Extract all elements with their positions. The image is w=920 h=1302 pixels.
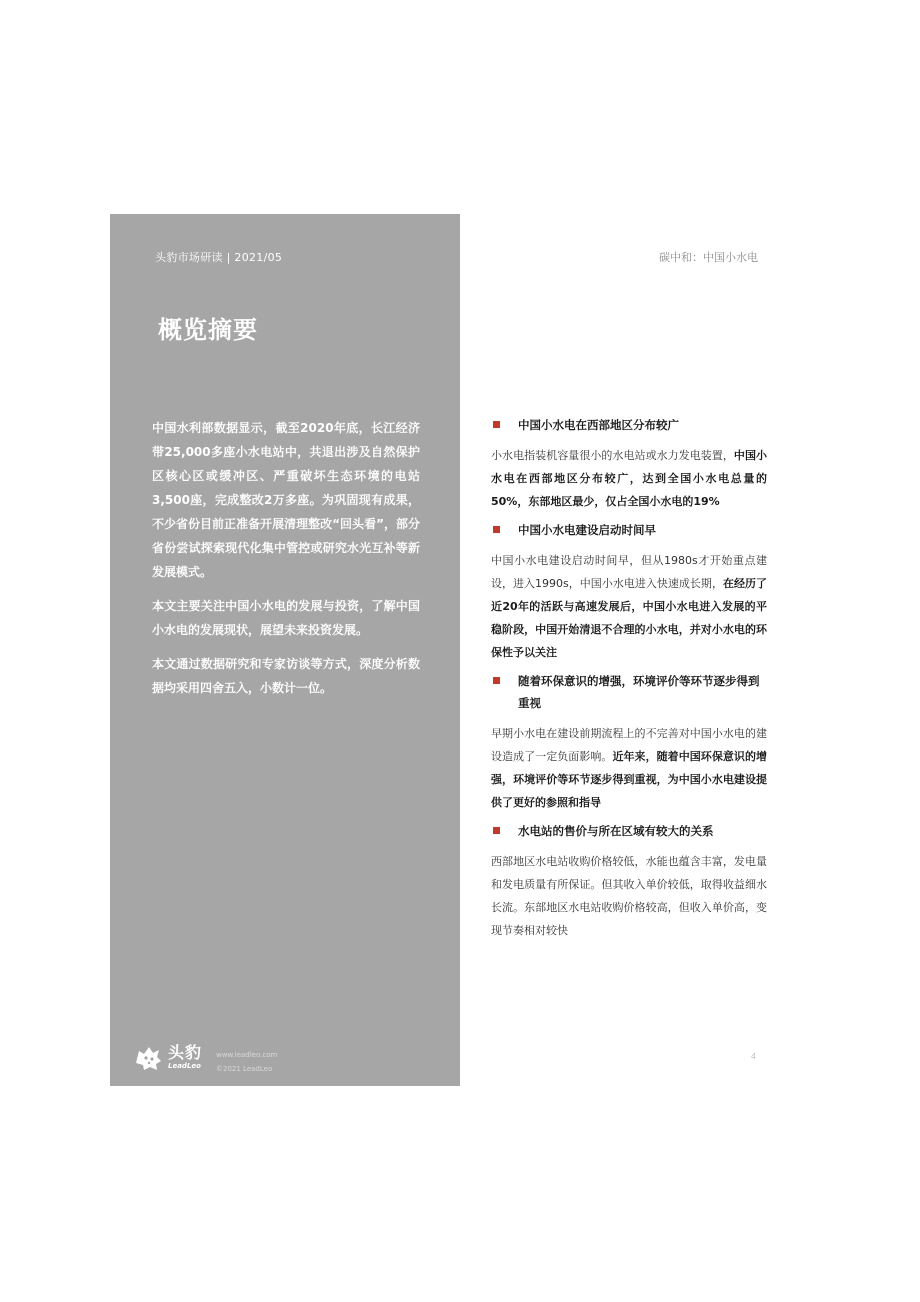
section-heading-text: 中国小水电建设启动时间早 <box>518 523 656 537</box>
summary-text <box>152 416 420 710</box>
leopard-head-icon <box>132 1041 164 1073</box>
section-text: 早期小水电在建设前期流程上的不完善对中国小水电的建设造成了一定负面影响。 <box>491 727 767 763</box>
summary-paragraph: 本文通过数据研究和专家访谈等方式，深度分析数据均采用四舍五入，小数计一位。 <box>152 657 420 695</box>
report-source-label: 头豹市场研读 | 2021/05 <box>155 251 283 264</box>
website-link[interactable]: www.leadleo.com <box>216 1051 278 1059</box>
logo-name-en: LeadLeo <box>168 1061 201 1070</box>
section-heading <box>491 820 767 842</box>
key-findings <box>491 414 767 948</box>
logo-name-cn: 头豹 <box>168 1042 203 1062</box>
section-text: 小水电指装机容量很小的水电站或水力发电装置， <box>491 449 734 462</box>
page-title: 概览摘要 <box>158 316 258 344</box>
copyright-text: ©2021 LeadLeo <box>216 1065 273 1073</box>
section-paragraph <box>491 549 767 664</box>
section-heading-text: 水电站的售价与所在区域有较大的关系 <box>518 824 714 838</box>
square-bullet-icon <box>493 827 500 834</box>
section-heading-text: 中国小水电在西部地区分布较广 <box>518 418 679 432</box>
section-paragraph <box>491 444 767 513</box>
section-text: 西部地区水电站收购价格较低，水能也蕴含丰富，发电量和发电质量有所保证。但其收入单价较低，取得收益细水长流。东部地区水电站收购价格较高，但收入单价高，变现节奏相对较快 <box>491 855 767 937</box>
section-heading-text: 随着环保意识的增强，环境评价等环节逐步得到重视 <box>518 674 760 710</box>
section-heading <box>491 519 767 541</box>
section-highlight: 在经历了近20年的活跃与高速发展后，中国小水电进入发展的平稳阶段，中国开始清退不合理的小水电，并对小水电的环保性予以关注 <box>491 577 767 659</box>
logo-text <box>168 1044 202 1071</box>
section-highlight: 近年来，随着中国环保意识的增强，环境评价等环节逐步得到重视，为中国小水电建设提供了更好的参照和指导 <box>491 750 768 809</box>
report-page <box>110 214 770 1086</box>
section-paragraph <box>491 850 767 942</box>
summary-paragraph: 中国水利部数据显示，截至2020年底，长江经济带25,000多座小水电站中，共退出涉及自然保护区核心区或缓冲区、严重破坏生态环境的电站3,500座，完成整改2万多座。为巩固现有成果，不少省份目前正准备开展清理整改“回头看”，部分省份尝试探索现代化集中管控或研究水光互补等新发展模式。 <box>152 421 420 579</box>
square-bullet-icon <box>493 677 500 684</box>
leadleo-logo <box>132 1041 202 1073</box>
section-heading <box>491 414 767 436</box>
section-heading <box>491 670 767 714</box>
section-paragraph <box>491 722 767 814</box>
summary-paragraph: 本文主要关注中国小水电的发展与投资，了解中国小水电的发展现状，展望未来投资发展。 <box>152 599 420 637</box>
section-highlight: 中国小水电在西部地区分布较广，达到全国小水电总量的50%，东部地区最少，仅占全国小水电的19% <box>491 449 768 508</box>
section-text: 中国小水电建设启动时间早，但从1980s才开始重点建设，进入1990s，中国小水电进入快速成长期， <box>491 554 767 590</box>
page-number: 4 <box>750 1052 756 1061</box>
square-bullet-icon <box>493 421 500 428</box>
summary-panel <box>110 214 460 1086</box>
square-bullet-icon <box>493 526 500 533</box>
footer-info <box>216 1048 277 1076</box>
report-topic-label: 碳中和：中国小水电 <box>659 251 758 264</box>
